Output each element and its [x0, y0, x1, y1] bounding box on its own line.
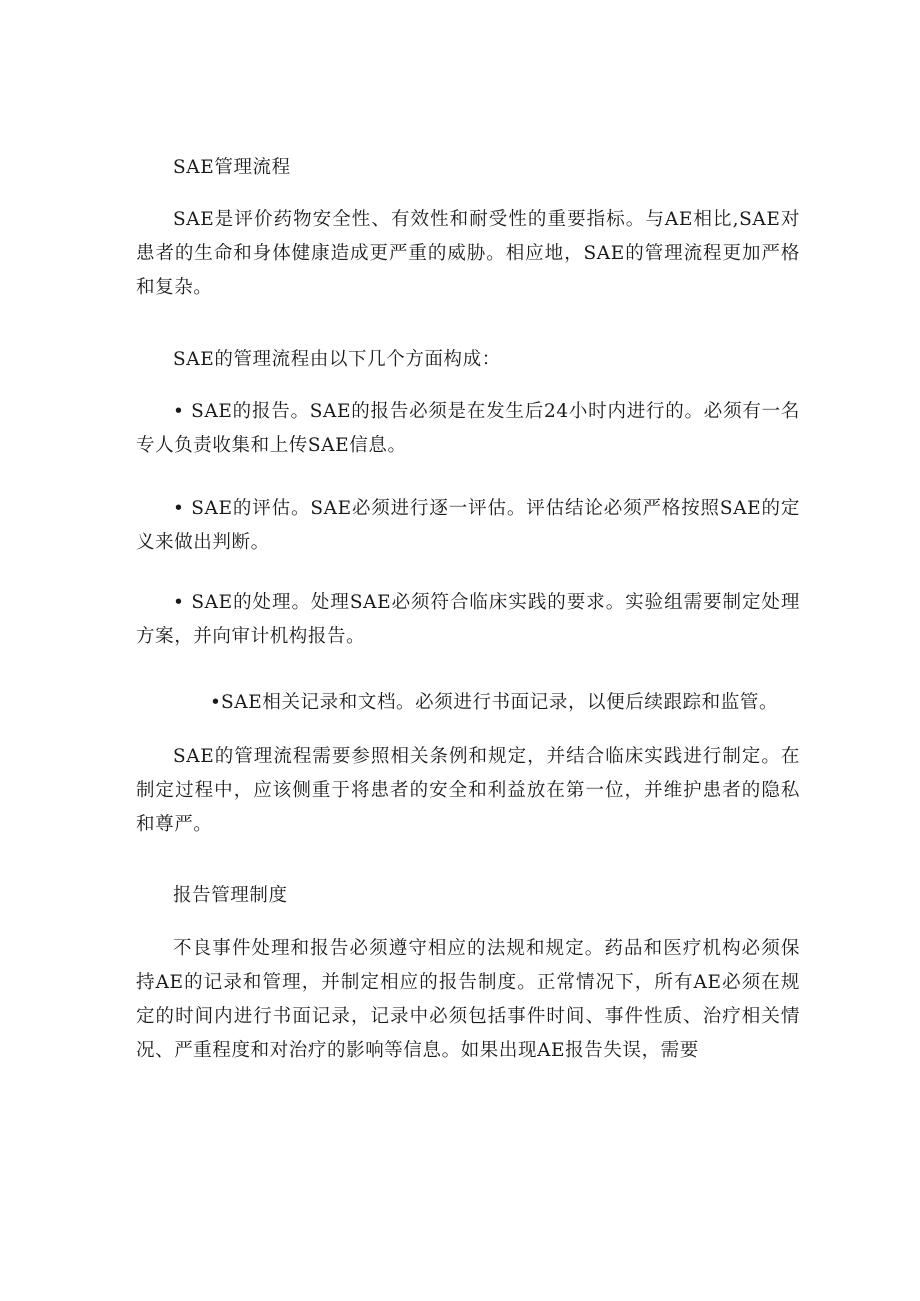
- paragraph-sae-intro: SAE是评价药物安全性、有效性和耐受性的重要指标。与AE相比,SAE对患者的生命和身体健康造成更严重的威胁。相应地，SAE的管理流程更加严格和复杂。: [136, 209, 800, 298]
- section-heading-report-management: 报告管理制度: [173, 885, 288, 906]
- paragraph-sae-components-intro: SAE的管理流程由以下几个方面构成：: [173, 349, 501, 370]
- paragraph-report-management: 不良事件处理和报告必须遵守相应的法规和规定。药品和医疗机构必须保持AE的记录和管理，并制定相应的报告制度。正常情况下，所有AE必须在规定的时间内进行书面记录，记录中必须包括事件时间、事件性质、治疗相关情况、严重程度和对治疗的影响等信息。如果出现AE报告失误，需要: [136, 938, 800, 1061]
- bullet-sae-assessment: • SAE的评估。SAE必须进行逐一评估。评估结论必须严格按照SAE的定义来做出判断。: [136, 498, 800, 553]
- bullet-marker: •: [210, 692, 222, 713]
- bullet-sae-handling: • SAE的处理。处理SAE必须符合临床实践的要求。实验组需要制定处理方案，并向审计机构报告。: [136, 592, 800, 647]
- section-heading-sae-process: SAE管理流程: [173, 157, 291, 178]
- paragraph-sae-process-guidance: SAE的管理流程需要参照相关条例和规定，并结合临床实践进行制定。在制定过程中，应该侧重于将患者的安全和利益放在第一位，并维护患者的隐私和尊严。: [136, 746, 800, 835]
- bullet-sae-report: • SAE的报告。SAE的报告必须是在发生后24小时内进行的。必须有一名专人负责收集和上传SAE信息。: [136, 401, 800, 456]
- bullet-sae-records: [136, 686, 816, 720]
- bullet-sae-records-text: SAE相关记录和文档。必须进行书面记录，以便后续跟踪和监管。: [221, 692, 779, 713]
